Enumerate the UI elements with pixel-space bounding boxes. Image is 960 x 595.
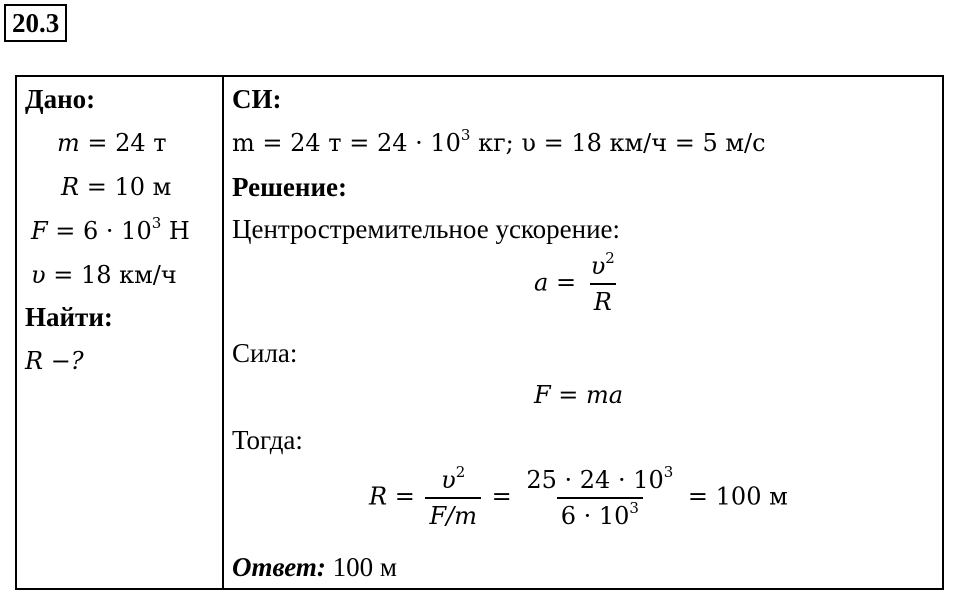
given-force: [31, 213, 190, 249]
accel-text: Центростремительное ускорение:: [232, 214, 621, 244]
given-mass: [57, 125, 167, 161]
accel-den: R: [590, 283, 616, 319]
solution-title: Решение:: [232, 172, 347, 202]
accel-fraction: [587, 249, 619, 319]
force-text: Сила:: [232, 338, 298, 368]
final-eq-equals: =: [491, 482, 512, 511]
given-force-exponent: 3: [151, 214, 162, 232]
accel-eq-lhs: a =: [534, 268, 577, 297]
find-title: Найти:: [25, 302, 113, 332]
si-conversion-main: m = 24 т = 24 · 10: [232, 129, 461, 157]
force-equation: F = ma: [534, 381, 624, 409]
final-f2-den-exponent: 3: [629, 499, 639, 517]
si-title: СИ:: [232, 84, 282, 114]
accel-num-exponent: 2: [605, 249, 615, 267]
given-mass-value: = 24 т: [79, 129, 167, 157]
given-mass-symbol: m: [57, 129, 80, 157]
final-f1-num-exponent: 2: [455, 463, 466, 481]
answer-line: [232, 549, 397, 585]
answer-value: 100 м: [325, 552, 397, 582]
problem-number-badge: 20.3: [4, 4, 67, 42]
solution-column: [224, 77, 942, 588]
final-f1-den: F/m: [425, 497, 481, 533]
given-speed-symbol: υ: [31, 261, 46, 289]
si-conversion-exponent: 3: [460, 126, 471, 144]
final-f2-den: 6 · 10: [560, 502, 630, 530]
given-title: Дано:: [25, 84, 96, 114]
answer-label: Ответ:: [232, 552, 326, 582]
final-equation: [369, 463, 788, 533]
final-f1-num: υ: [441, 466, 456, 494]
si-conversion-rest: кг; υ = 18 км/ч = 5 м/с: [470, 129, 766, 157]
final-f2-num-exponent: 3: [663, 463, 674, 481]
final-eq-result: = 100 м: [687, 482, 788, 511]
given-radius-symbol: R: [61, 173, 80, 201]
given-column: [17, 77, 222, 588]
given-force-unit: Н: [161, 217, 190, 245]
given-force-value: = 6 · 10: [47, 217, 152, 245]
final-fraction-2: [522, 463, 677, 533]
final-f2-num: 25 · 24 · 10: [526, 466, 664, 494]
given-force-symbol: F: [31, 217, 48, 245]
given-radius-value: = 10 м: [79, 173, 172, 201]
accel-equation: [534, 249, 622, 319]
final-eq-lhs: R =: [369, 482, 415, 511]
then-text: Тогда:: [232, 425, 303, 455]
given-speed-value: = 18 км/ч: [45, 261, 177, 289]
final-fraction-1: [425, 463, 481, 533]
accel-num: υ: [590, 252, 606, 280]
si-conversion: [232, 125, 766, 161]
given-speed: [31, 257, 177, 293]
find-value: R −?: [25, 347, 84, 375]
solution-table: [15, 75, 944, 590]
given-radius: [61, 169, 171, 205]
